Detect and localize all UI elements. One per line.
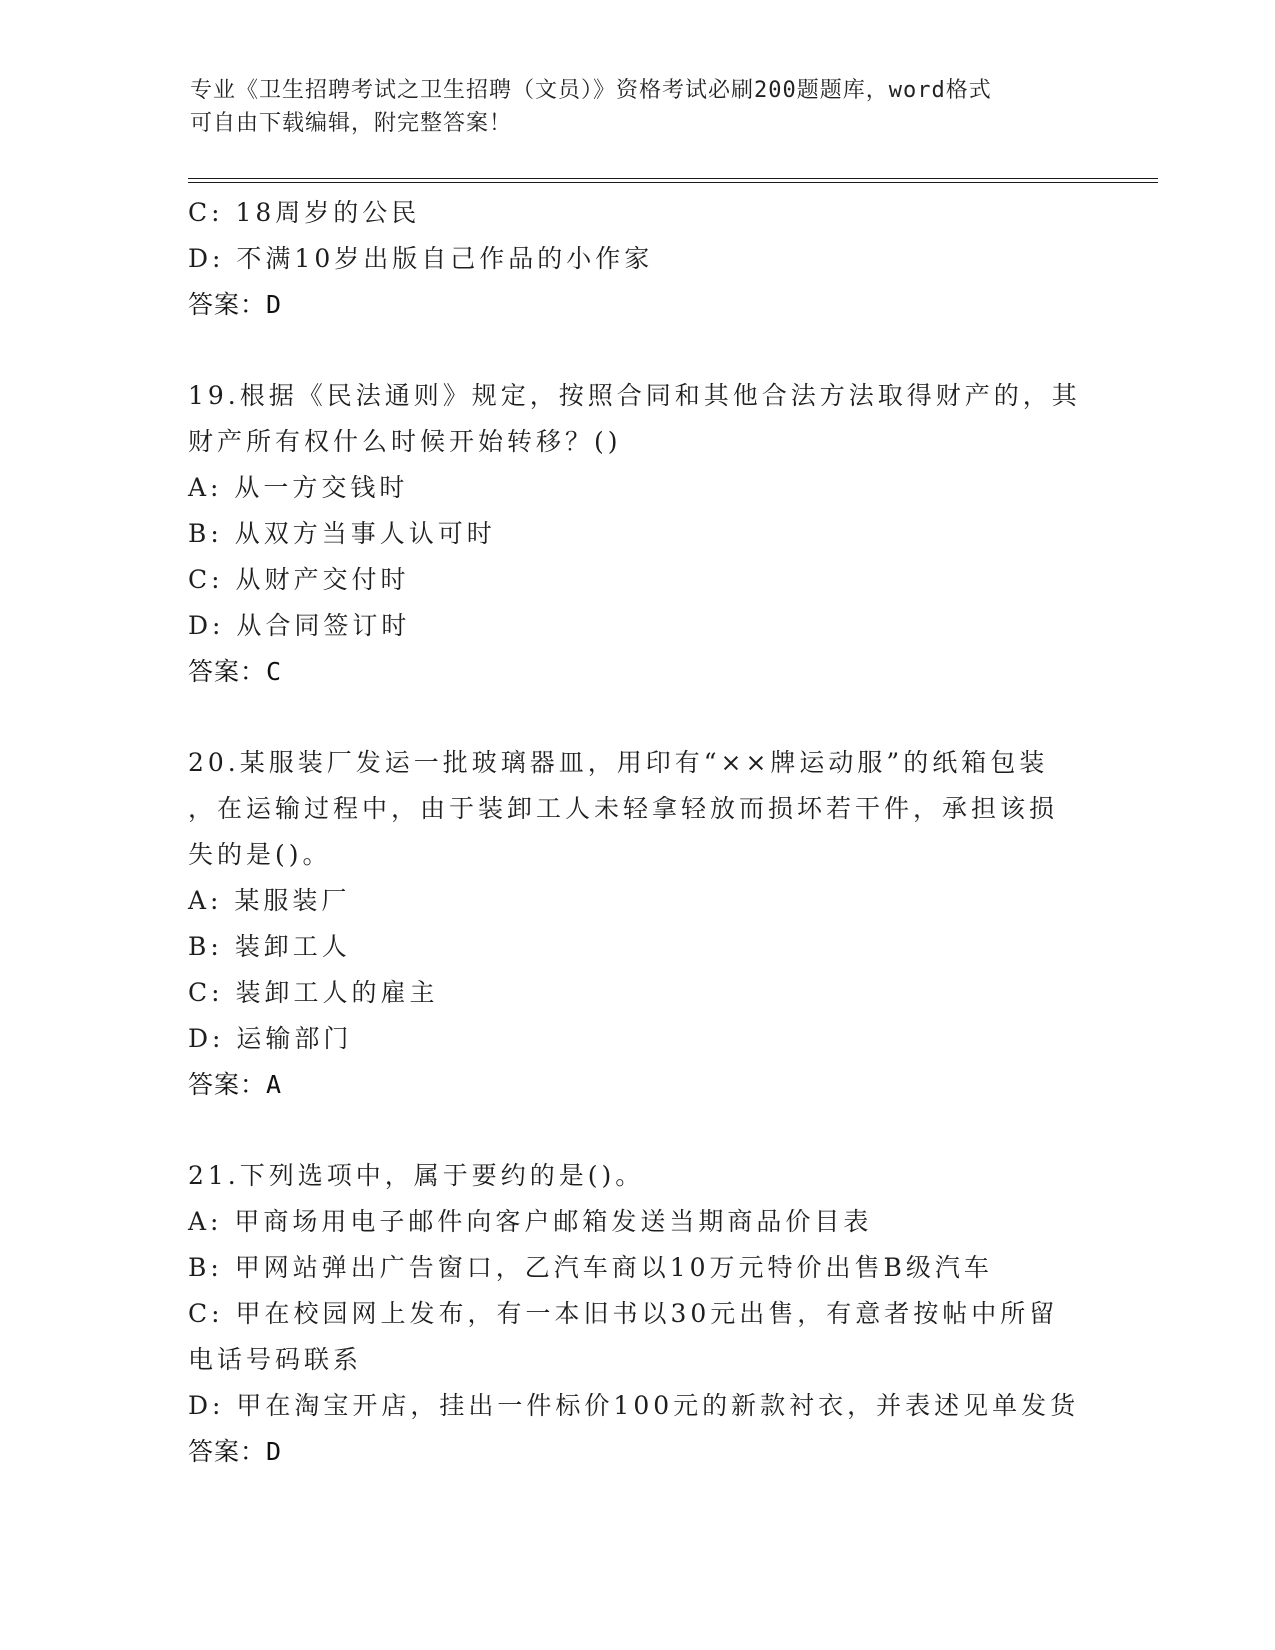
option-c: C: 甲在校园网上发布，有一本旧书以30元出售，有意者按帖中所留	[188, 1299, 1059, 1328]
spacer	[188, 1108, 1088, 1153]
question-21	[188, 1153, 1088, 1475]
option-d: D: 不满10岁出版自己作品的小作家	[188, 244, 654, 273]
option-a: A: 甲商场用电子邮件向客户邮箱发送当期商品价目表	[188, 1207, 873, 1236]
header-divider-bottom	[188, 182, 1158, 183]
option-b: B: 从双方当事人认可时	[188, 519, 496, 548]
option-d: D: 运输部门	[188, 1024, 353, 1053]
option-c: C: 18周岁的公民	[188, 198, 421, 227]
question-stem-continued: 失的是()。	[188, 840, 332, 869]
option-a: A: 某服装厂	[188, 886, 351, 915]
option-d: D: 甲在淘宝开店，挂出一件标价100元的新款衬衣，并表述见单发货	[188, 1391, 1080, 1420]
option-a: A: 从一方交钱时	[188, 473, 409, 502]
option-d: D: 从合同签订时	[188, 611, 411, 640]
question-list	[188, 190, 1088, 1475]
answer-line: 答案：D	[188, 1437, 283, 1466]
option-c: C: 从财产交付时	[188, 565, 410, 594]
answer-line: 答案：A	[188, 1070, 283, 1099]
question-stem: 21.下列选项中，属于要约的是()。	[188, 1161, 645, 1190]
question-18-tail	[188, 190, 1088, 328]
option-b: B: 甲网站弹出广告窗口，乙汽车商以10万元特价出售B级汽车	[188, 1253, 993, 1282]
answer-line: 答案：D	[188, 290, 283, 319]
option-c: C: 装卸工人的雇主	[188, 978, 439, 1007]
question-stem-continued: ，在运输过程中，由于装卸工人未轻拿轻放而损坏若干件，承担该损	[188, 794, 1059, 823]
document-header	[190, 74, 1080, 140]
question-20	[188, 740, 1088, 1108]
answer-line: 答案：C	[188, 657, 283, 686]
spacer	[188, 695, 1088, 740]
option-c-continued: 电话号码联系	[188, 1345, 363, 1374]
question-stem: 20.某服装厂发运一批玻璃器皿，用印有“××牌运动服”的纸箱包装	[188, 748, 1049, 777]
question-stem: 19.根据《民法通则》规定，按照合同和其他合法方法取得财产的，其	[188, 381, 1081, 410]
question-stem-continued: 财产所有权什么时候开始转移？()	[188, 427, 622, 456]
header-title-line-1: 专业《卫生招聘考试之卫生招聘（文员）》资格考试必刷200题题库，word格式	[190, 78, 992, 103]
question-19	[188, 373, 1088, 695]
header-divider-top	[188, 178, 1158, 179]
option-b: B: 装卸工人	[188, 932, 351, 961]
header-title-line-2: 可自由下载编辑，附完整答案！	[190, 111, 513, 136]
spacer	[188, 328, 1088, 373]
